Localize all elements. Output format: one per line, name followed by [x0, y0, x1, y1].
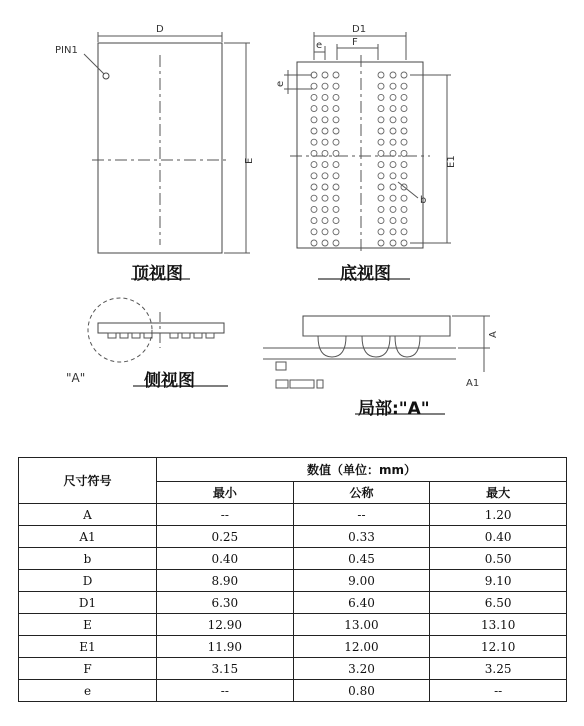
table-row	[19, 636, 567, 658]
solder-ball	[378, 94, 384, 100]
table-row	[19, 504, 567, 526]
solder-ball	[401, 150, 407, 156]
table-row	[19, 658, 567, 680]
solder-ball	[322, 72, 328, 78]
label-E1: E1	[446, 155, 457, 168]
solder-ball	[378, 229, 384, 235]
solder-ball	[390, 162, 396, 168]
solder-ball	[333, 195, 339, 201]
solder-ball	[401, 229, 407, 235]
ball-array	[311, 72, 407, 246]
solder-ball	[390, 106, 396, 112]
header-max: 最大	[430, 482, 567, 504]
solder-ball	[390, 139, 396, 145]
cell-nom: --	[293, 504, 430, 526]
solder-ball	[311, 128, 317, 134]
cell-symbol: e	[19, 680, 157, 702]
solder-ball	[333, 94, 339, 100]
cell-min: 12.90	[157, 614, 294, 636]
cell-nom: 13.00	[293, 614, 430, 636]
solder-ball	[322, 83, 328, 89]
solder-ball	[311, 117, 317, 123]
cell-symbol: F	[19, 658, 157, 680]
cell-symbol: A	[19, 504, 157, 526]
solder-ball	[390, 206, 396, 212]
solder-ball	[311, 206, 317, 212]
solder-ball	[311, 218, 317, 224]
cell-symbol: b	[19, 548, 157, 570]
cell-max: 0.40	[430, 526, 567, 548]
solder-ball	[401, 139, 407, 145]
solder-ball	[378, 83, 384, 89]
solder-ball	[378, 162, 384, 168]
cell-min: --	[157, 680, 294, 702]
label-A1: A1	[466, 378, 480, 389]
solder-ball	[401, 117, 407, 123]
solder-ball	[311, 240, 317, 246]
label-A: A	[488, 331, 499, 338]
cell-max: 0.50	[430, 548, 567, 570]
solder-ball	[322, 173, 328, 179]
label-b: b	[420, 195, 427, 206]
cell-max: 6.50	[430, 592, 567, 614]
label-e-top: e	[316, 40, 323, 51]
label-D1: D1	[352, 24, 367, 35]
label-e-side: e	[275, 80, 286, 87]
solder-ball	[311, 195, 317, 201]
solder-ball	[401, 106, 407, 112]
solder-ball	[322, 195, 328, 201]
caption-side-view: 侧视图	[144, 371, 195, 391]
cell-min: 3.15	[157, 658, 294, 680]
solder-ball	[390, 195, 396, 201]
cell-max: 9.10	[430, 570, 567, 592]
solder-ball	[390, 94, 396, 100]
solder-ball	[378, 128, 384, 134]
solder-ball	[378, 117, 384, 123]
table-row	[19, 548, 567, 570]
solder-ball	[322, 229, 328, 235]
solder-ball	[401, 195, 407, 201]
cell-nom: 6.40	[293, 592, 430, 614]
solder-ball	[333, 173, 339, 179]
solder-ball	[390, 128, 396, 134]
solder-ball	[333, 184, 339, 190]
solder-ball	[390, 229, 396, 235]
cell-min: 8.90	[157, 570, 294, 592]
solder-ball	[311, 162, 317, 168]
table-row	[19, 614, 567, 636]
solder-ball	[378, 206, 384, 212]
solder-ball	[390, 218, 396, 224]
solder-ball	[401, 173, 407, 179]
caption-top-view: 顶视图	[132, 264, 183, 284]
solder-ball	[322, 206, 328, 212]
cell-max: 3.25	[430, 658, 567, 680]
solder-ball	[333, 106, 339, 112]
solder-ball	[311, 83, 317, 89]
label-E: E	[244, 157, 255, 164]
solder-ball	[322, 162, 328, 168]
solder-ball	[333, 72, 339, 78]
solder-ball	[333, 229, 339, 235]
header-values-group: 数值（单位：mm）	[157, 458, 567, 482]
cell-min: 0.25	[157, 526, 294, 548]
solder-ball	[311, 229, 317, 235]
bottom-view-outline	[297, 62, 423, 248]
solder-ball	[378, 150, 384, 156]
cell-nom: 0.45	[293, 548, 430, 570]
label-pin1: PIN1	[55, 45, 78, 56]
side-view-body	[98, 323, 224, 333]
dimension-table	[18, 457, 567, 702]
solder-ball	[401, 162, 407, 168]
header-nom: 公称	[293, 482, 430, 504]
solder-ball	[390, 83, 396, 89]
solder-ball	[378, 195, 384, 201]
solder-ball	[378, 139, 384, 145]
table-row	[19, 592, 567, 614]
solder-ball	[322, 128, 328, 134]
solder-ball	[378, 218, 384, 224]
solder-ball	[333, 139, 339, 145]
cell-min: 11.90	[157, 636, 294, 658]
solder-ball	[390, 117, 396, 123]
solder-ball	[333, 206, 339, 212]
solder-ball	[333, 83, 339, 89]
solder-ball	[311, 184, 317, 190]
solder-ball	[401, 94, 407, 100]
cell-nom: 9.00	[293, 570, 430, 592]
solder-ball	[378, 173, 384, 179]
header-symbol: 尺寸符号	[19, 458, 157, 504]
solder-ball	[378, 240, 384, 246]
solder-ball	[322, 117, 328, 123]
cell-symbol: A1	[19, 526, 157, 548]
solder-ball	[311, 94, 317, 100]
cell-nom: 12.00	[293, 636, 430, 658]
cell-max: --	[430, 680, 567, 702]
solder-ball	[401, 240, 407, 246]
cell-min: 6.30	[157, 592, 294, 614]
cell-nom: 0.33	[293, 526, 430, 548]
solder-ball	[390, 184, 396, 190]
cell-min: 0.40	[157, 548, 294, 570]
cell-symbol: E	[19, 614, 157, 636]
solder-ball	[390, 72, 396, 78]
cell-max: 13.10	[430, 614, 567, 636]
cell-symbol: D	[19, 570, 157, 592]
solder-ball	[322, 106, 328, 112]
cell-symbol: D1	[19, 592, 157, 614]
solder-ball	[322, 184, 328, 190]
table-row	[19, 680, 567, 702]
caption-bottom-view: 底视图	[340, 264, 391, 284]
cell-symbol: E1	[19, 636, 157, 658]
table-row	[19, 570, 567, 592]
cell-nom: 0.80	[293, 680, 430, 702]
solder-ball	[401, 206, 407, 212]
solder-ball	[378, 184, 384, 190]
detail-body	[303, 316, 450, 336]
solder-ball	[378, 106, 384, 112]
solder-ball	[333, 218, 339, 224]
solder-ball	[322, 240, 328, 246]
header-min: 最小	[157, 482, 294, 504]
cell-max: 12.10	[430, 636, 567, 658]
solder-ball	[311, 173, 317, 179]
solder-ball	[333, 162, 339, 168]
solder-ball	[390, 173, 396, 179]
solder-ball	[322, 94, 328, 100]
cell-max: 1.20	[430, 504, 567, 526]
solder-ball	[322, 218, 328, 224]
solder-ball	[378, 72, 384, 78]
cell-min: --	[157, 504, 294, 526]
label-F: F	[352, 37, 358, 48]
solder-ball	[322, 139, 328, 145]
caption-detail: 局部:"A"	[358, 399, 430, 419]
solder-ball	[401, 72, 407, 78]
label-detail-ref: "A"	[66, 371, 86, 385]
label-D: D	[156, 24, 164, 35]
solder-ball	[311, 106, 317, 112]
solder-ball	[401, 128, 407, 134]
solder-ball	[333, 240, 339, 246]
solder-ball	[311, 139, 317, 145]
solder-ball	[390, 240, 396, 246]
solder-ball	[333, 117, 339, 123]
cell-nom: 3.20	[293, 658, 430, 680]
solder-ball	[401, 218, 407, 224]
solder-ball	[401, 83, 407, 89]
solder-ball	[333, 128, 339, 134]
table-row	[19, 526, 567, 548]
